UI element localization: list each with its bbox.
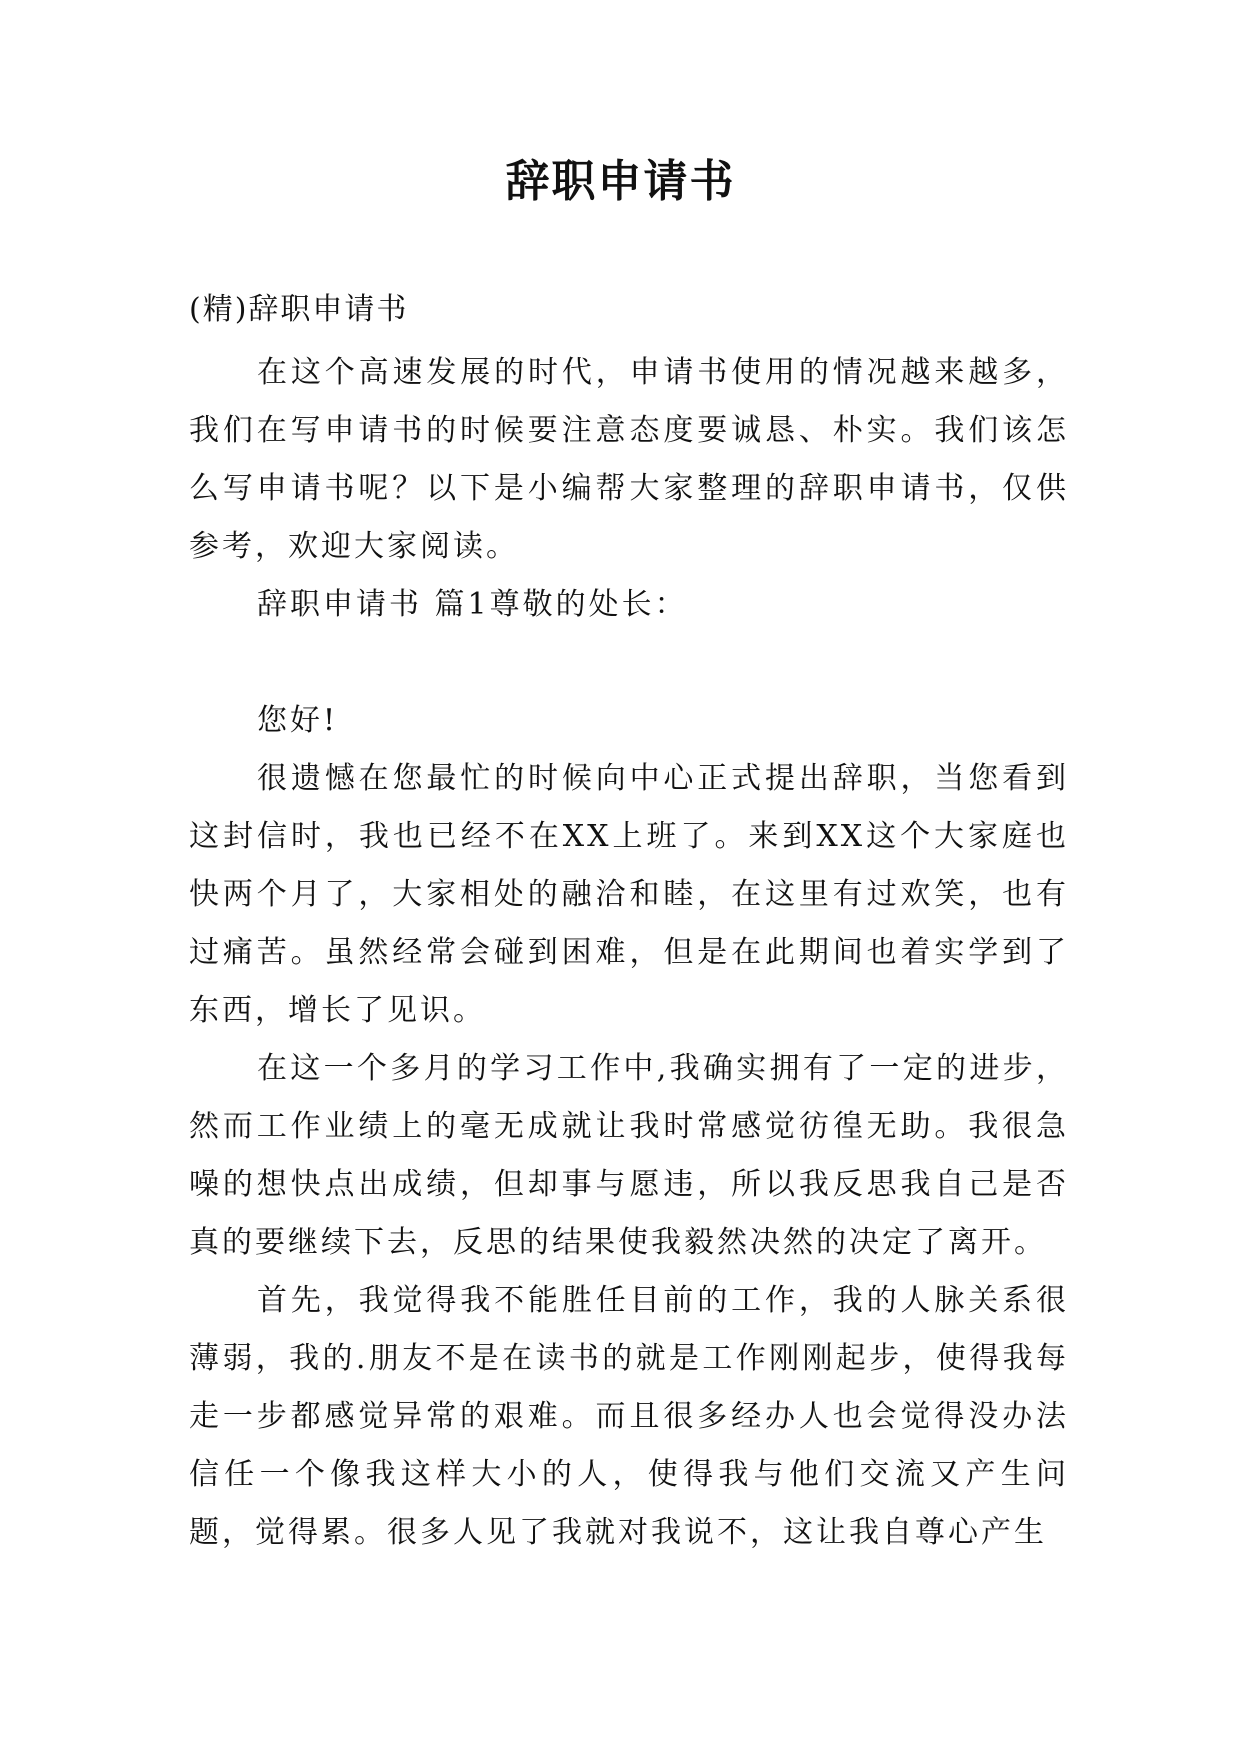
body-paragraph: 首先，我觉得我不能胜任目前的工作，我的人脉关系很薄弱，我的.朋友不是在读书的就是工作刚刚起步，使得我每走一步都感觉异常的艰难。而且很多经办人也会觉得没办法信任一个像我这样大小的人，使得我与他们交流又产生问题，觉得累。很多人见了我就对我说不，这让我自尊心产生: [189, 1283, 1069, 1550]
document-body: [189, 344, 1069, 1562]
document-title: 辞职申请书: [505, 156, 736, 207]
letter-heading: 辞职申请书 篇1尊敬的处长：: [257, 587, 688, 622]
body-paragraph: 很遗憾在您最忙的时候向中心正式提出辞职，当您看到这封信时，我也已经不在XX上班了。来到XX这个大家庭也快两个月了，大家相处的融洽和睦，在这里有过欢笑，也有过痛苦。虽然经常会碰到困难，但是在此期间也着实学到了东西，增长了见识。: [189, 761, 1069, 1028]
letter-greeting: 您好!: [257, 703, 339, 738]
intro-paragraph: 在这个高速发展的时代，申请书使用的情况越来越多，我们在写申请书的时候要注意态度要诚恳、朴实。我们该怎么写申请书呢？以下是小编帮大家整理的辞职申请书，仅供参考，欢迎大家阅读。: [189, 355, 1069, 564]
body-paragraph: 在这一个多月的学习工作中,我确实拥有了一定的进步，然而工作业绩上的毫无成就让我时常感觉彷徨无助。我很急噪的想快点出成绩，但却事与愿违，所以我反思我自己是否真的要继续下去，反思的结果使我毅然决然的决定了离开。: [189, 1051, 1069, 1260]
document-subtitle: (精)辞职申请书: [189, 292, 409, 327]
